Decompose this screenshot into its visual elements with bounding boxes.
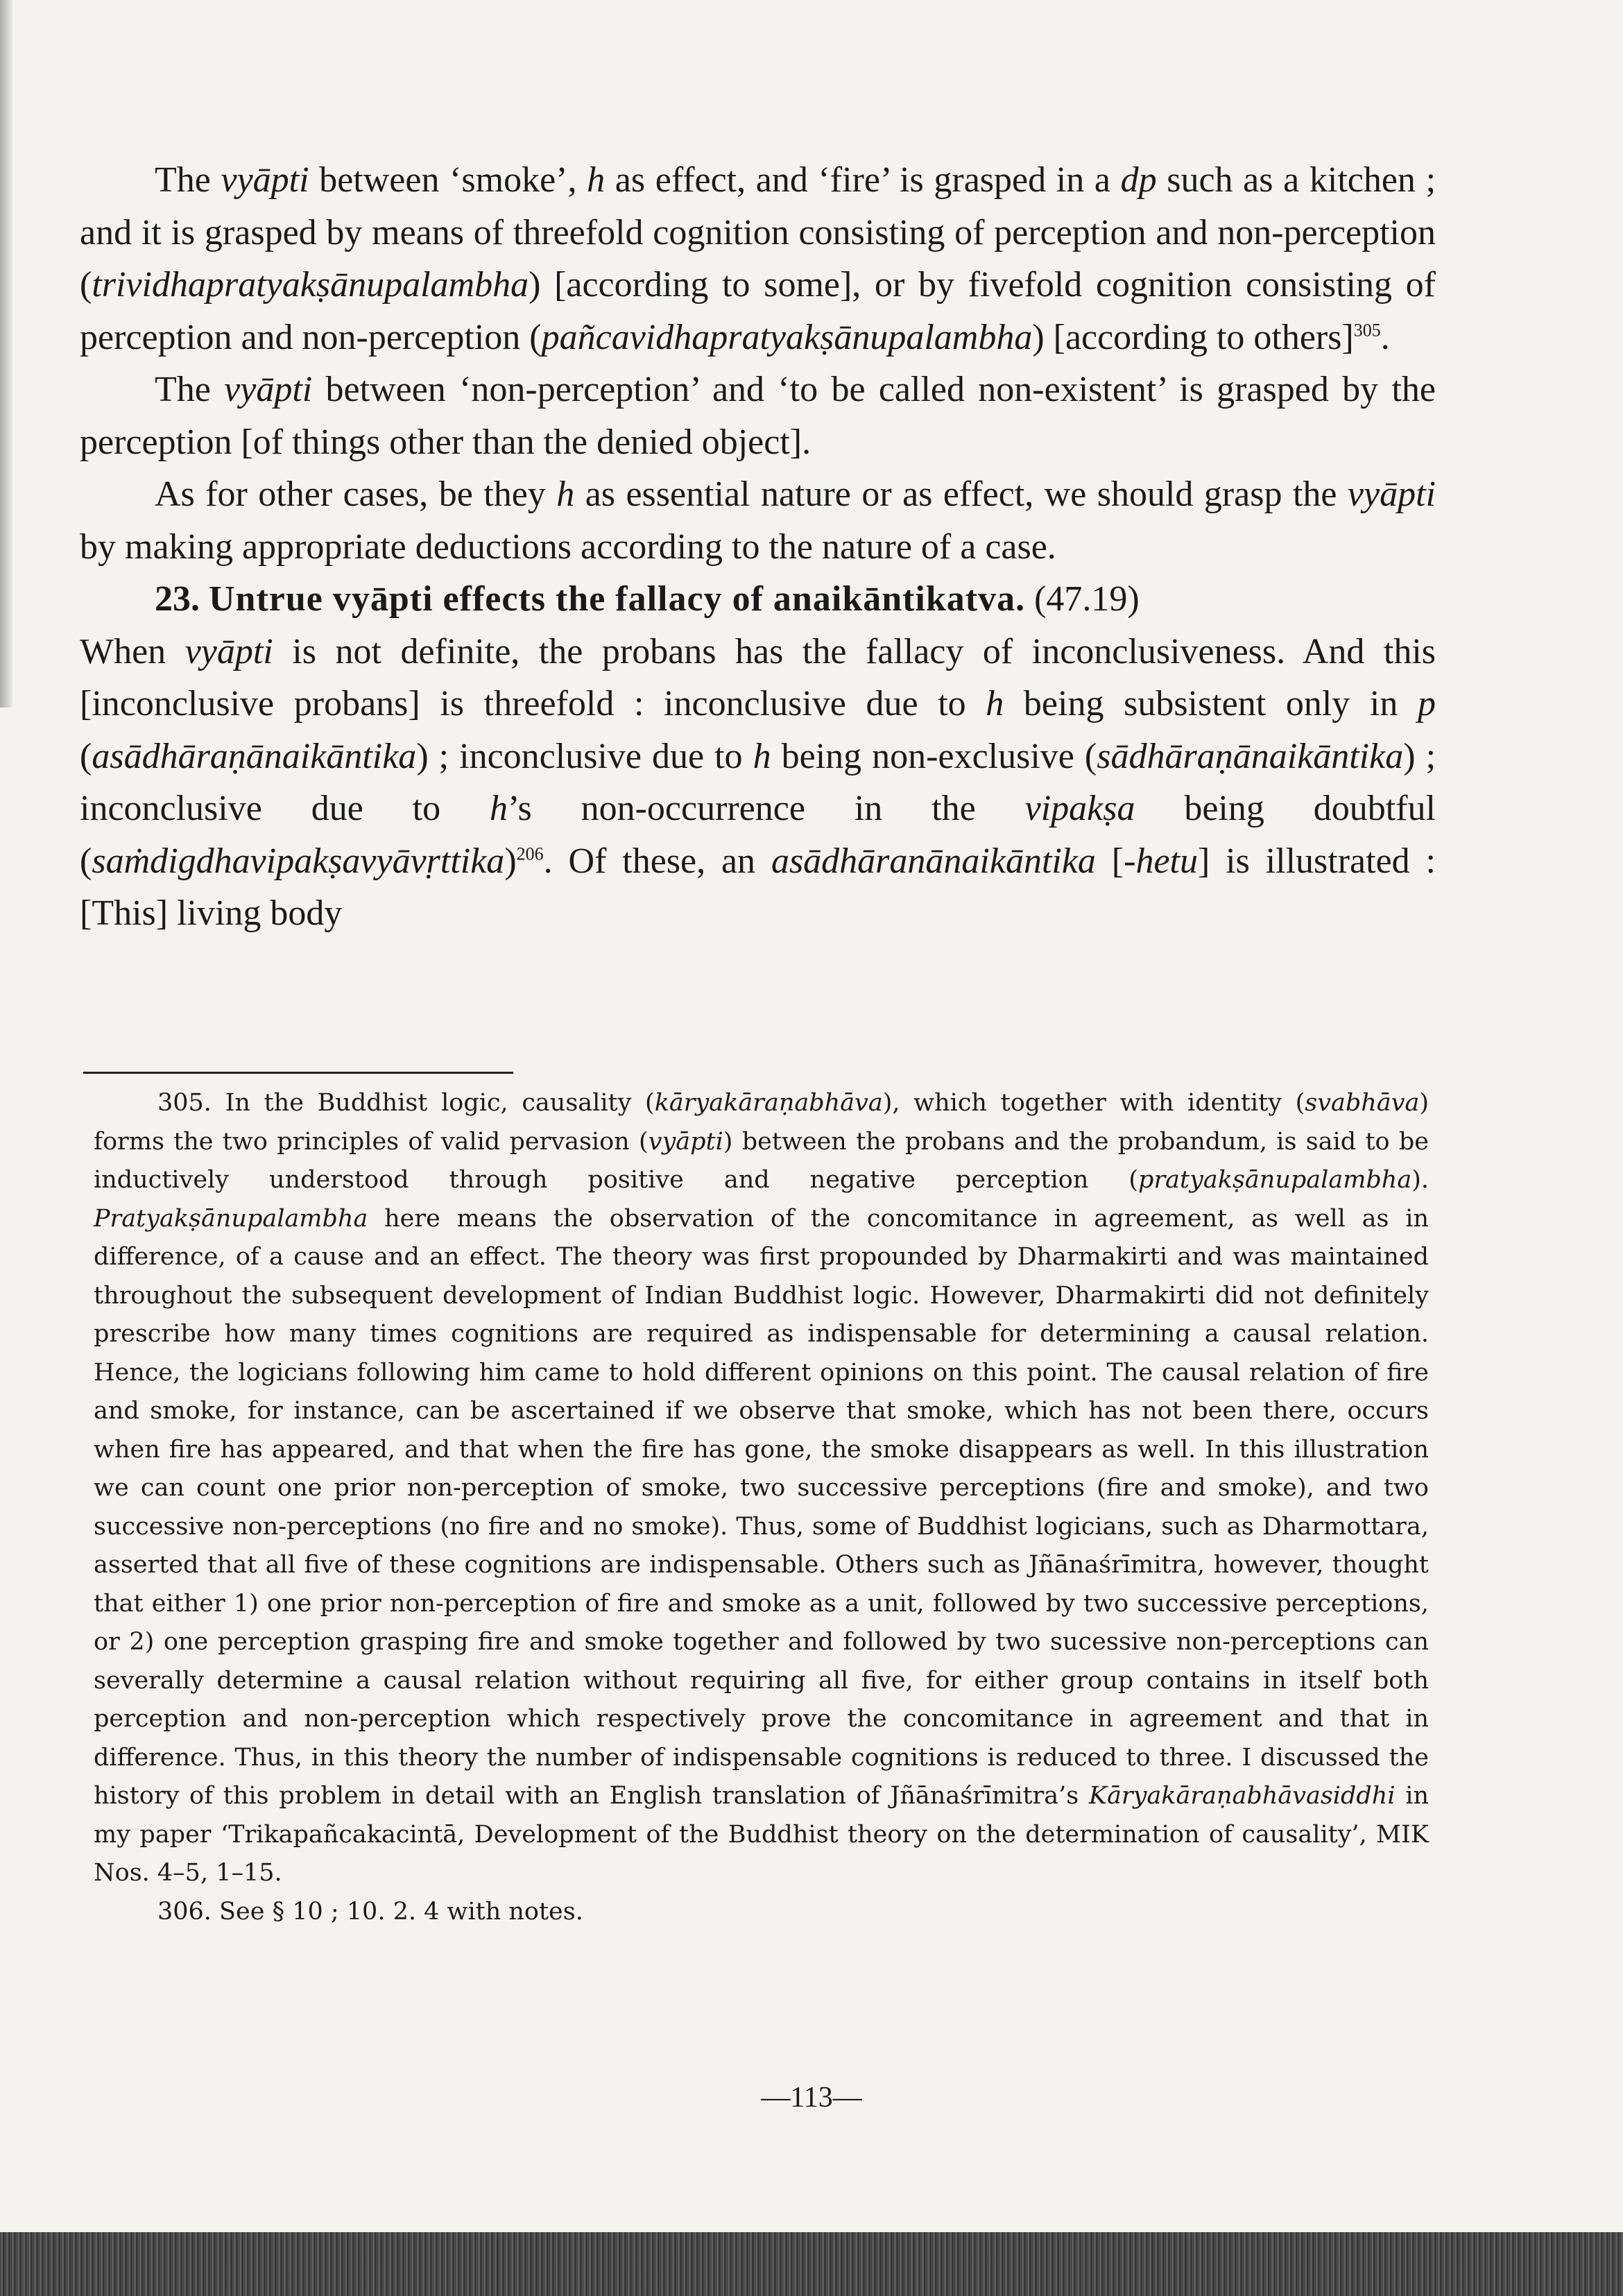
section-title: Untrue vyāpti effects the fallacy of anaikāntikatva.	[209, 579, 1026, 619]
text-run: ) [according to others]	[1032, 317, 1354, 357]
text-run: )	[504, 841, 517, 881]
text-run: ) ; inconclusive due to	[80, 736, 1436, 828]
text-run: by making appropriate deductions according to the nature of a case.	[80, 526, 1056, 567]
italic-term: trividhapratyakṣānupalambha	[92, 265, 529, 305]
italic-term: Pratyakṣānupalambha	[94, 1204, 368, 1233]
text-run: as effect, and ‘fire’ is grasped in a	[605, 160, 1121, 200]
paragraph-4	[80, 626, 1436, 940]
footnotes	[94, 1084, 1429, 1931]
text-run: ) ; inconclusive due to	[416, 736, 753, 776]
text-run: (	[80, 736, 92, 776]
page-number: —113—	[761, 2082, 862, 2114]
italic-term: dp	[1120, 160, 1157, 200]
text-run: 305. In the Buddhist logic, causality (	[157, 1089, 655, 1117]
text-run: ), which together with identity (	[882, 1089, 1305, 1117]
italic-term: kāryakāraṇabhāva	[654, 1089, 883, 1117]
italic-term: saṁdigdhavipakṣavyāvṛttika	[92, 841, 505, 881]
text-run: as essential nature or as effect, we should grasp the	[574, 474, 1348, 514]
italic-term: Kāryakāraṇabhāvasiddhi	[1088, 1782, 1396, 1810]
italic-term: h	[587, 160, 606, 200]
italic-term: pañcavidhapratyakṣānupalambha	[541, 317, 1033, 357]
text-run: ] is illustrated : [This] living body	[80, 841, 1436, 933]
paragraph-2	[80, 363, 1436, 468]
main-text	[80, 154, 1436, 940]
text-run: ).	[1411, 1166, 1429, 1194]
text-run: .	[1380, 317, 1390, 357]
text-run: 306. See § 10 ; 10. 2. 4 with notes.	[157, 1897, 583, 1926]
text-run: ) between the probans and the probandum, is said to be inductively understood through positive and negative perception (	[94, 1127, 1429, 1194]
italic-term: h	[556, 474, 575, 514]
footnote-ref: 206	[516, 843, 544, 864]
italic-term: -hetu	[1124, 841, 1198, 881]
text-run: being doubtful (	[80, 789, 1436, 881]
italic-term: vyāpti	[1347, 474, 1436, 514]
text-run: here means the observation of the concomitance in agreement, as well as in difference, of a cause and an effect. The theory was first propounded by Dharmakirti and was maintained throughout the subsequent development of Indian Buddhist logic. However, Dharmakirti did not definitely prescribe how many times cognitions are required as indispensable for determining a causal relation. Hence, the logicians following him came to hold different opinions on this point. The causal relation of fire and smoke, for instance, can be ascertained if we observe that smoke, which has not been there, occurs when fire has appeared, and that when the fire has gone, the smoke disappears as well. In this illustration we can count one prior non-perception of smoke, two successive perceptions (fire and smoke), and two successive non-perceptions (no fire and no smoke). Thus, some of Buddhist logicians, such as Dharmottara, asserted that all five of these cognitions are indispensable. Others such as Jñānaśrīmitra, however, thought that either 1) one prior non-perception of fire and smoke as a unit, followed by two successive perceptions, or 2) one perception grasping fire and smoke together and followed by two sucessive non-perceptions can severally determine a causal relation without requiring all five, for either group contains in itself both perception and non-perception which respectively prove the concomitance in agreement and that in difference. Thus, in this theory the number of indispensable cognitions is reduced to three. I discussed the history of this problem in detail with an English translation of Jñānaśrīmitra’s	[94, 1204, 1429, 1810]
text-run: The	[155, 370, 225, 409]
text-run: such as a kitchen ; and it is grasped by means of threefold cognition consisting of perception and non-perception (	[80, 160, 1436, 305]
italic-term: h	[753, 736, 771, 776]
text-run: ) forms the two principles of valid pervasion (	[94, 1089, 1429, 1156]
paragraph-1	[80, 154, 1436, 363]
text-run: . Of these, an	[543, 841, 771, 881]
text-run: in my paper ‘Trikapañcakacintā, Development of the Buddhist theory on the determination of causality’, MIK Nos. 4–5, 1–15.	[94, 1782, 1429, 1887]
italic-term: p	[1418, 684, 1436, 723]
italic-term: vyāpti	[648, 1127, 723, 1156]
italic-term: vipakṣa	[1024, 789, 1135, 828]
footnote-305	[94, 1084, 1429, 1893]
footnote-separator	[83, 1072, 513, 1074]
section-heading-23	[80, 573, 1436, 626]
italic-term: h	[490, 789, 508, 828]
scan-bottom-band	[0, 2232, 1623, 2296]
italic-term: asādhāranānaikāntika	[771, 841, 1096, 881]
text-run: When	[80, 631, 185, 671]
text-run: is not definite, the probans has the fallacy of inconclusiveness. And this [inconclusive probans] is threefold : inconclusive due to	[80, 631, 1436, 723]
italic-term: vyāpti	[184, 631, 273, 671]
text-run: As for other cases, be they	[155, 474, 557, 514]
scan-edge-shadow	[0, 0, 12, 708]
italic-term: svabhāva	[1305, 1089, 1420, 1117]
text-run: ’s non-occurrence in the	[508, 789, 1025, 828]
text-run: The	[155, 160, 221, 200]
paragraph-3	[80, 468, 1436, 573]
footnote-306	[94, 1893, 1429, 1932]
italic-term: sādhāraṇānaikāntika	[1097, 736, 1404, 776]
italic-term: h	[986, 684, 1004, 723]
italic-term: pratyakṣānupalambha	[1138, 1166, 1412, 1194]
text-run: being non-exclusive (	[771, 736, 1097, 776]
italic-term: asādhāraṇānaikāntika	[92, 736, 417, 776]
italic-term: vyāpti	[221, 160, 309, 200]
footnote-ref: 305	[1353, 320, 1381, 341]
text-run: ) [according to some], or by fivefold cognition consisting of perception and non-perception (	[80, 265, 1436, 357]
section-reference: (47.19)	[1034, 579, 1140, 619]
section-number: 23.	[155, 579, 200, 619]
text-run: being subsistent only in	[1004, 684, 1418, 723]
text-run: between ‘non-perception’ and ‘to be called non-existent’ is grasped by the perception [of things other than the denied object].	[80, 370, 1436, 462]
text-run: between ‘smoke’,	[309, 160, 587, 200]
italic-term: vyāpti	[224, 370, 313, 409]
text-run: [	[1095, 841, 1124, 881]
